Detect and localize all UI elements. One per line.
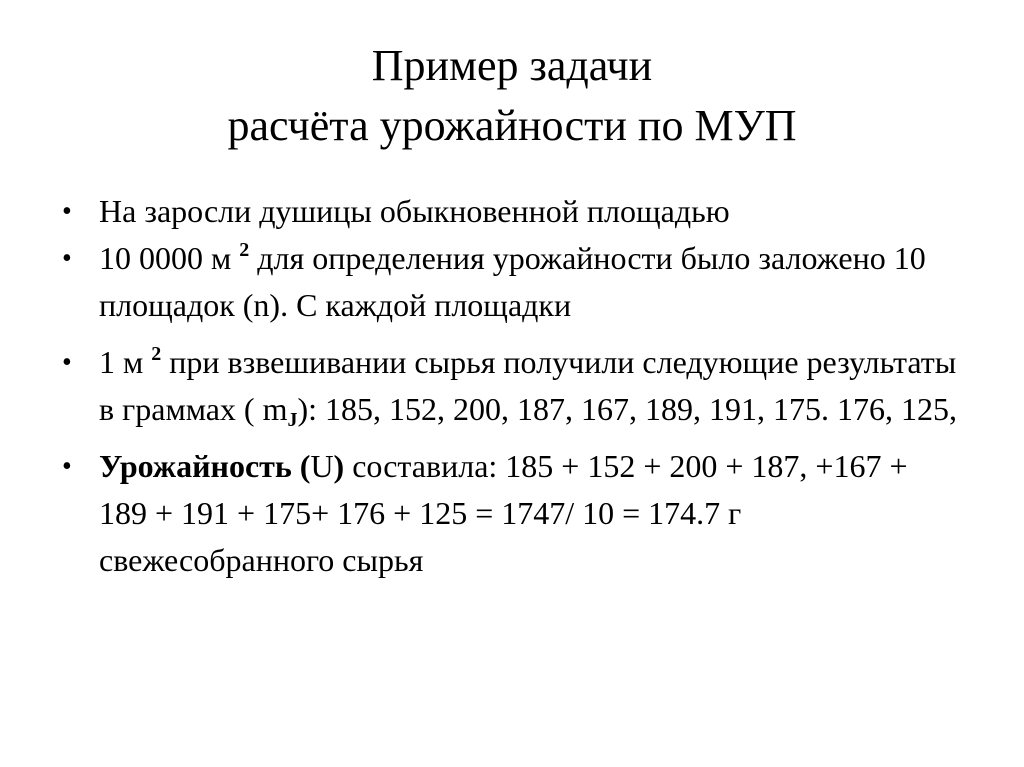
superscript: 2 [151, 343, 162, 365]
variable-u: U [310, 448, 334, 484]
bullet-text: На заросли душицы обыкновенной площадью [99, 193, 730, 229]
bullet-dot-icon: • [62, 347, 72, 378]
slide-title-line-2: расчёта урожайности по МУП [227, 101, 797, 150]
bold-term-end: ) [333, 448, 345, 484]
bullet-dot-icon: • [62, 196, 72, 227]
bullet-text-mid: при взвешивании сырья получили следующие результаты в граммах ( m [99, 344, 957, 427]
bullet-dot-icon: • [62, 451, 72, 482]
bullet-text-pre: 1 м [99, 344, 152, 380]
bullet-dot-icon: • [62, 243, 72, 274]
bold-term-start: Урожайность ( [99, 448, 311, 484]
slide-title [0, 36, 1024, 156]
bullet-item-2 [62, 235, 962, 329]
superscript: 2 [239, 239, 250, 261]
bullet-list [62, 188, 962, 594]
bullet-item-4 [62, 443, 962, 584]
bullet-item-1 [62, 188, 962, 235]
bullet-text-post: ): 185, 152, 200, 187, 167, 189, 191, 175. 176, 125, [297, 391, 958, 427]
bullet-text-post: составила: 185 + 152 + 200 + 187, +167 + 189 + 191 + 175+ 176 + 125 = 1747/ 10 = 174.7 г свежесобранного сырья [99, 448, 908, 578]
slide-title-line-1: Пример задачи [371, 41, 653, 90]
bullet-text-post: для определения урожайности было заложено 10 площадок (n). С каждой площадки [99, 240, 926, 323]
bullet-text-pre: 10 0000 м [99, 240, 240, 276]
bullet-item-3 [62, 339, 962, 433]
subscript: J [287, 409, 298, 431]
